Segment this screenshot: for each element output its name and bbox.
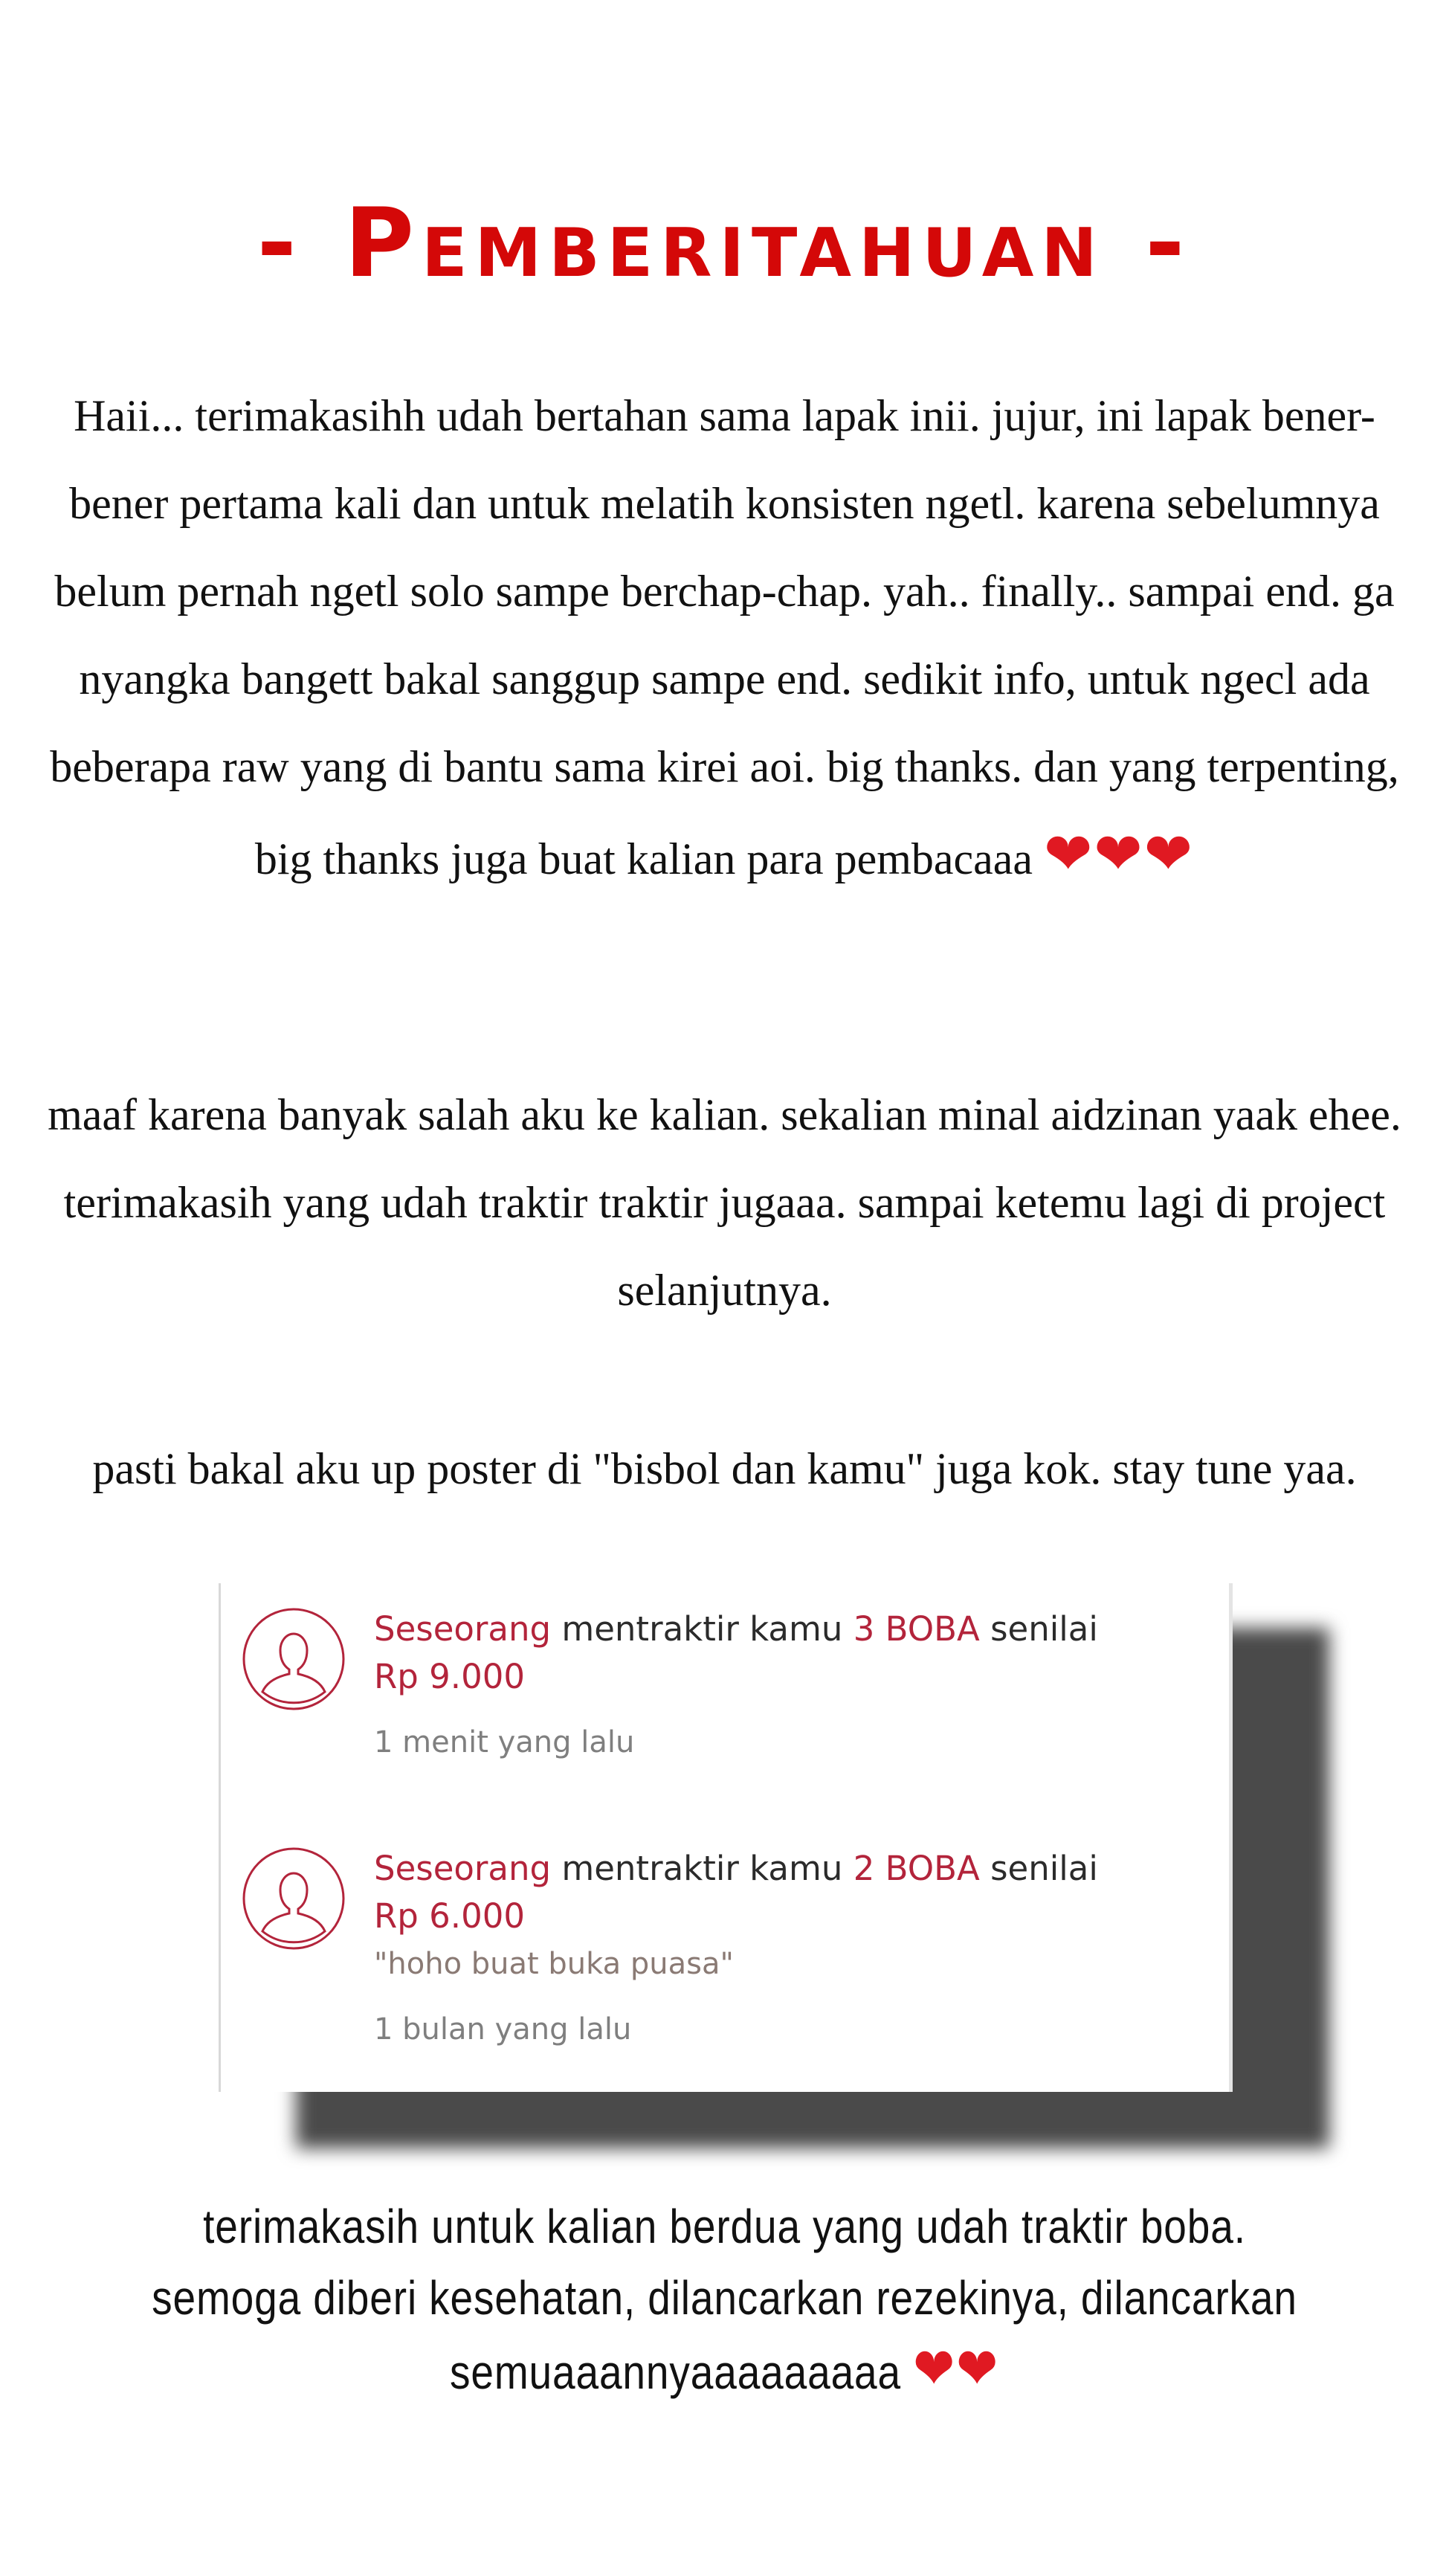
timestamp: 1 menit yang lalu (374, 1725, 635, 1759)
item-count: 2 BOBA (853, 1849, 980, 1888)
action-text: mentraktir kamu (561, 1609, 843, 1649)
closing-paragraph (140, 2191, 1309, 2408)
sender-name: Seseorang (374, 1849, 552, 1888)
timestamp: 1 bulan yang lalu (374, 2012, 632, 2047)
message-quote: "hoho buat buka puasa" (374, 1947, 734, 1981)
notification-screenshot (219, 1583, 1233, 2092)
amount: Rp 9.000 (374, 1657, 525, 1696)
connector-text: senilai (990, 1849, 1098, 1888)
action-text: mentraktir kamu (561, 1849, 843, 1888)
poster-paragraph: pasti bakal aku up poster di "bisbol dan kamu" juga kok. stay tune yaa. (92, 1444, 1357, 1493)
closing-text: terimakasih untuk kalian berdua yang udah traktir boba. semoga diberi kesehatan, dilancarkan rezekinya, dilancarkan semuaaannyaaaaaaaaa (152, 2200, 1297, 2399)
item-count: 3 BOBA (853, 1609, 980, 1649)
notification-text (374, 1845, 1192, 2053)
thanks-paragraph-text: Haii... terimakasihh udah bertahan sama lapak inii. jujur, ini lapak bener-bener pertama kali dan untuk melatih konsisten ngetl. karena sebelumnya belum pernah ngetl solo sampe berchap-chap. yah.. finally.. sampai end. ga nyangka bangett bakal sanggup sampe end. sedikit info, untuk ngecl ada beberapa raw yang di bantu sama kirei aoi. big thanks. dan yang terpenting, big thanks juga buat kalian para pembacaaa (50, 391, 1399, 883)
heart-icon: ❤❤❤ (1044, 821, 1195, 888)
heart-icon: ❤❤ (913, 2336, 1000, 2403)
page-title: - Pemberitahuan - (256, 188, 1193, 299)
user-avatar-icon (242, 1846, 346, 1951)
thanks-paragraph (45, 372, 1404, 903)
notification-card (219, 1583, 1233, 2092)
apology-paragraph: maaf karena banyak salah aku ke kalian. sekalian minal aidzinan yaak ehee. terimakasih yang udah traktir traktir jugaaa. sampai ketemu lagi di project selanjutnya. (48, 1090, 1401, 1315)
user-avatar-icon (242, 1607, 346, 1711)
notification-text (374, 1606, 1192, 1766)
connector-text: senilai (990, 1609, 1098, 1649)
amount: Rp 6.000 (374, 1896, 525, 1936)
sender-name: Seseorang (374, 1609, 552, 1649)
